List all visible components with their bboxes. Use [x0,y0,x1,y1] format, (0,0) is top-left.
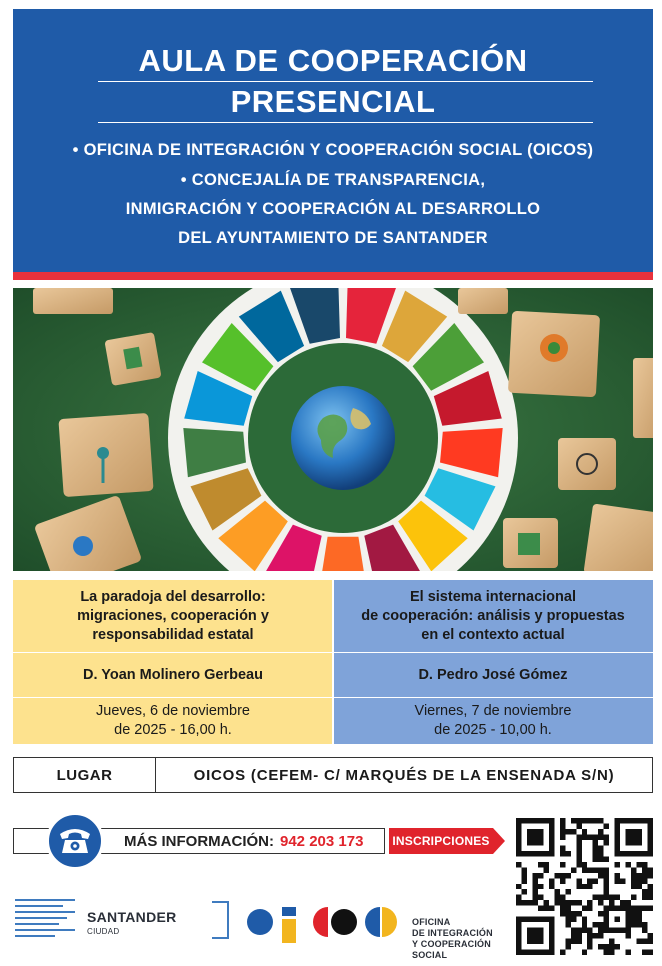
phone-number[interactable]: 942 203 173 [280,832,364,850]
oicos-text-line: OFICINA [412,917,451,927]
oicos-text-line: SOCIAL [412,950,448,960]
session-speaker-2: D. Pedro José Gómez [333,652,653,698]
venue-row [13,757,653,793]
org-line-3: INMIGRACIÓN Y COOPERACIÓN AL DESARROLLO [125,200,541,218]
wood-block-wind-turbine [58,413,153,497]
wood-block-earth-cycle [558,438,616,490]
session-date-line: Viernes, 7 de noviembre [414,703,572,719]
column-divider [332,580,334,744]
title-line-2: PRESENCIAL [230,84,436,119]
session-column-1 [13,580,333,744]
arrow-right-icon [493,828,505,854]
session-title-2 [333,580,653,652]
wood-block-recycle-bin [104,332,161,386]
telephone-icon [46,812,104,870]
santander-sub: CIUDAD [87,927,120,936]
session-title-1 [13,580,333,652]
header-red-stripe [13,272,653,280]
venue-value: OICOS (CEFEM- C/ MARQUÉS DE LA ENSENADA S/N) [193,766,615,784]
session-title-line: responsabilidad estatal [92,626,254,643]
santander-bracket [212,901,229,939]
session-title-line: de cooperación: análisis y propuestas [361,607,625,624]
session-date-2 [333,698,653,744]
session-date-1 [13,698,333,744]
wood-block-people [508,311,600,397]
session-title-line: La paradoja del desarrollo: [80,588,266,605]
session-date-line: de 2025 - 16,00 h. [114,722,232,738]
register-button[interactable] [389,828,507,854]
oicos-text-line: Y COOPERACIÓN [412,939,491,949]
header-banner [13,9,653,275]
qr-code[interactable] [516,818,653,955]
session-column-2 [333,580,653,744]
oicos-logo-text [412,917,493,961]
session-title-line: en el contexto actual [421,626,565,643]
wood-block-factory [503,518,558,568]
org-line-4: DEL AYUNTAMIENTO DE SANTANDER [178,229,488,247]
more-info-label: MÁS INFORMACIÓN: [124,832,274,850]
title-rule-top [98,81,593,82]
session-date-line: de 2025 - 10,00 h. [434,722,552,738]
register-label: INSCRIPCIONES [389,828,493,854]
oicos-logo-mark [240,897,405,947]
session-title-line: El sistema internacional [409,588,576,605]
santander-name: SANTANDER [87,909,177,925]
session-date-line: Jueves, 6 de noviembre [96,703,250,719]
org-line-1: • OFICINA DE INTEGRACIÓN Y COOPERACIÓN SOCIAL (OICOS) [72,141,594,159]
sessions-table [13,580,653,744]
session-title-line: migraciones, cooperación y [77,607,269,624]
venue-label: LUGAR [14,758,156,792]
title-line-1: AULA DE COOPERACIÓN [138,43,528,78]
sdg-wheel-photo [13,288,653,571]
title-rule-bottom [98,122,593,123]
santander-ciudad-logo [15,893,230,949]
session-speaker-1: D. Yoan Molinero Gerbeau [13,652,333,698]
oicos-text-line: DE INTEGRACIÓN [412,928,493,938]
wood-block-recycle [583,503,653,571]
org-line-2: • CONCEJALÍA DE TRANSPARENCIA, [180,171,486,189]
